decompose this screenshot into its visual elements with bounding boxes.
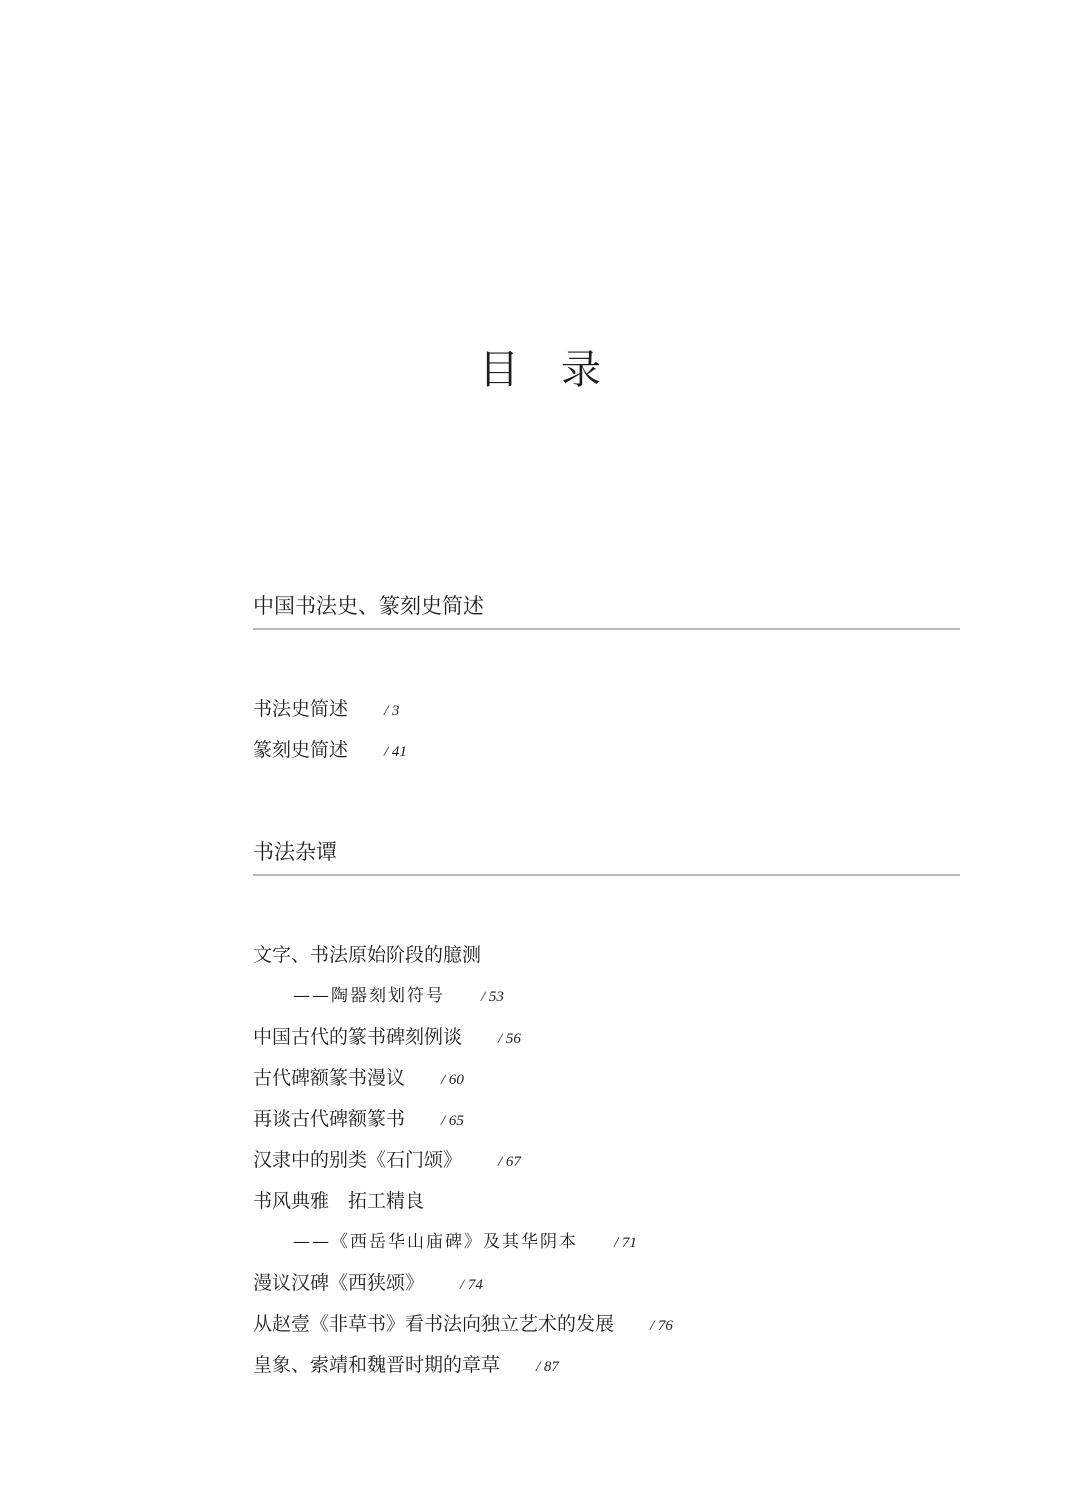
- toc-entry-page: / 60: [441, 1072, 464, 1088]
- toc-entry-title: 汉隶中的别类《石门颂》: [253, 1149, 463, 1171]
- toc-entry[interactable]: [253, 730, 1013, 771]
- toc-entry-title: 再谈古代碑额篆书: [253, 1108, 406, 1130]
- toc-entry-title: ——《西岳华山庙碑》及其华阴本: [293, 1232, 578, 1252]
- toc-entry-page: / 74: [460, 1277, 483, 1293]
- section-title: 中国书法史、篆刻史简述: [253, 590, 960, 630]
- section-heading-1: [253, 590, 960, 630]
- toc-list-1: [253, 689, 1013, 771]
- toc-entry-page: / 53: [481, 989, 504, 1005]
- section-heading-2: [253, 836, 960, 876]
- toc-entry-page: / 67: [498, 1154, 521, 1170]
- page-title: 目录: [479, 347, 643, 393]
- toc-list-2: [253, 935, 1013, 1386]
- toc-entry[interactable]: [253, 1304, 1013, 1345]
- toc-entry-page: / 65: [441, 1113, 464, 1129]
- toc-entry-title: 中国古代的篆书碑刻例谈: [253, 1026, 463, 1048]
- toc-entry[interactable]: [253, 1181, 1013, 1222]
- toc-entry-title: 古代碑额篆书漫议: [253, 1067, 406, 1089]
- toc-entry[interactable]: [253, 1017, 1013, 1058]
- toc-entry-page: / 71: [614, 1235, 637, 1251]
- toc-entry[interactable]: [253, 1058, 1013, 1099]
- toc-entry[interactable]: [253, 689, 1013, 730]
- toc-entry-subtitle[interactable]: [253, 976, 1013, 1017]
- toc-entry[interactable]: [253, 935, 1013, 976]
- toc-entry[interactable]: [253, 1099, 1013, 1140]
- toc-entry-page: / 3: [384, 703, 400, 719]
- toc-entry[interactable]: [253, 1263, 1013, 1304]
- toc-entry-title: 篆刻史简述: [253, 739, 349, 761]
- toc-entry-subtitle[interactable]: [253, 1222, 1013, 1263]
- toc-entry-title: 漫议汉碑《西狭颂》: [253, 1272, 425, 1294]
- toc-entry-title: 从赵壹《非草书》看书法向独立艺术的发展: [253, 1313, 615, 1335]
- toc-entry-title: 书法史简述: [253, 698, 349, 720]
- section-title: 书法杂谭: [253, 836, 960, 876]
- toc-entry-title: 皇象、索靖和魏晋时期的章草: [253, 1354, 501, 1376]
- toc-entry[interactable]: [253, 1140, 1013, 1181]
- toc-entry-page: / 87: [536, 1359, 559, 1375]
- toc-entry-page: / 56: [498, 1031, 521, 1047]
- toc-entry-title: 文字、书法原始阶段的臆测: [253, 944, 482, 966]
- toc-entry-title: 书风典雅 拓工精良: [253, 1190, 425, 1212]
- toc-entry[interactable]: [253, 1345, 1013, 1386]
- toc-entry-page: / 41: [384, 744, 407, 760]
- toc-entry-title: ——陶器刻划符号: [293, 986, 445, 1006]
- toc-entry-page: / 76: [650, 1318, 673, 1334]
